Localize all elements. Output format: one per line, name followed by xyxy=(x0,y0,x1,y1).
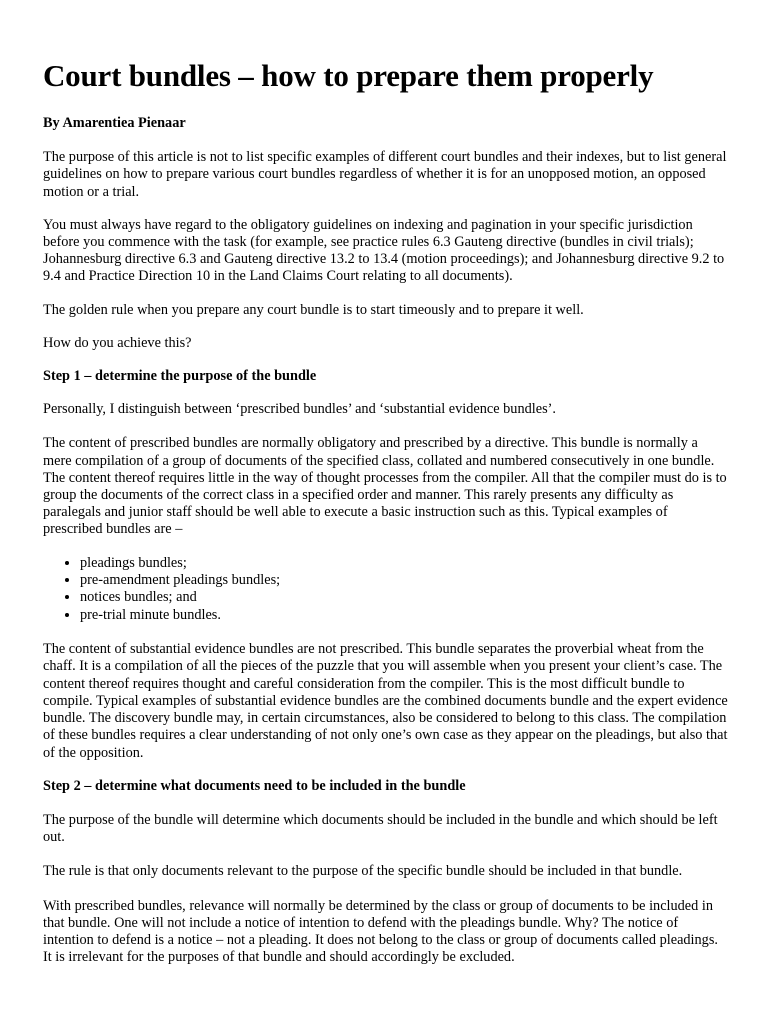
list-item: • pre-amendment pleadings bundles; xyxy=(80,572,728,589)
paragraph-distinction: Personally, I distinguish between ‘prescribed bundles’ and ‘substantial evidence bundles’. xyxy=(43,401,556,418)
paragraph-prescribed-bundles: The content of prescribed bundles are normally obligatory and prescribed by a directive. This bundle is normally a mere compilation of a group of documents of the specified class, collated and numbered consecutively in one bundle. The content thereof requires little in the way of thought processes from the compiler. All that the compiler must do is to group the documents of the correct class in a specified order and manner. This rarely presents any difficulty as paralegals and junior staff should be well able to execute a basic instruction such as this. Typical examples of prescribed bundles are – xyxy=(43,435,727,538)
paragraph-golden-rule: The golden rule when you prepare any court bundle is to start timeously and to prepare it well. xyxy=(43,301,584,318)
list-item: • notices bundles; and xyxy=(80,589,728,606)
paragraph-substantial-evidence: The content of substantial evidence bundles are not prescribed. This bundle separates the proverbial wheat from the chaff. It is a compilation of all the pieces of the puzzle that you will assemble when you present your client’s case. The content thereof requires thought and careful consideration from the compiler. This is the most difficult bundle to compile. Typical examples of substantial evidence bundles are the combined documents bundle and the expert evidence bundle. The discovery bundle may, in certain circumstances, also be considered to belong to this class. The compilation of these bundles requires a clear understanding of not only one’s own case as they appear on the pleadings, but also that of the opposition. xyxy=(43,641,728,761)
article-title: Court bundles – how to prepare them properly xyxy=(43,58,654,93)
list-item: • pre-trial minute bundles. xyxy=(80,607,728,624)
paragraph-question: How do you achieve this? xyxy=(43,334,192,351)
paragraph-intro: The purpose of this article is not to list specific examples of different court bundles and their indexes, but to list general guidelines on how to prepare various court bundles regardless of whether it is for an unopposed motion, an opposed motion or a trial. xyxy=(43,149,727,200)
paragraph-prescribed-relevance: With prescribed bundles, relevance will normally be determined by the class or group of documents to be included in that bundle. One will not include a notice of intention to defend with the pleadings bundle. Why? The notice of intention to defend is a notice – not a pleading. It does not belong to the class or group of documents called pleadings. It is irrelevant for the purposes of that bundle and should accordingly be excluded. xyxy=(43,897,718,966)
step-2-heading: Step 2 – determine what documents need to be included in the bundle xyxy=(43,777,466,794)
prescribed-bundles-list xyxy=(43,555,728,625)
paragraph-relevance-rule: The rule is that only documents relevant to the purpose of the specific bundle should be included in that bundle. xyxy=(43,863,683,880)
article-byline: By Amarentiea Pienaar xyxy=(43,115,186,131)
step-1-heading: Step 1 – determine the purpose of the bundle xyxy=(43,368,317,385)
list-item: • pleadings bundles; xyxy=(80,555,728,572)
paragraph-guidelines: You must always have regard to the obligatory guidelines on indexing and pagination in your specific jurisdiction before you commence with the task (for example, see practice rules 6.3 Gauteng directive (bundles in civil trials); Johannesburg directive 6.3 and Gauteng directive 13.2 to 13.4 (motion proceedings); and Johannesburg directive 9.2 to 9.4 and Practice Direction 10 in the Land Claims Court relating to all documents). xyxy=(43,216,725,285)
paragraph-bundle-purpose: The purpose of the bundle will determine which documents should be included in the bundle and which should be left out. xyxy=(43,811,718,846)
